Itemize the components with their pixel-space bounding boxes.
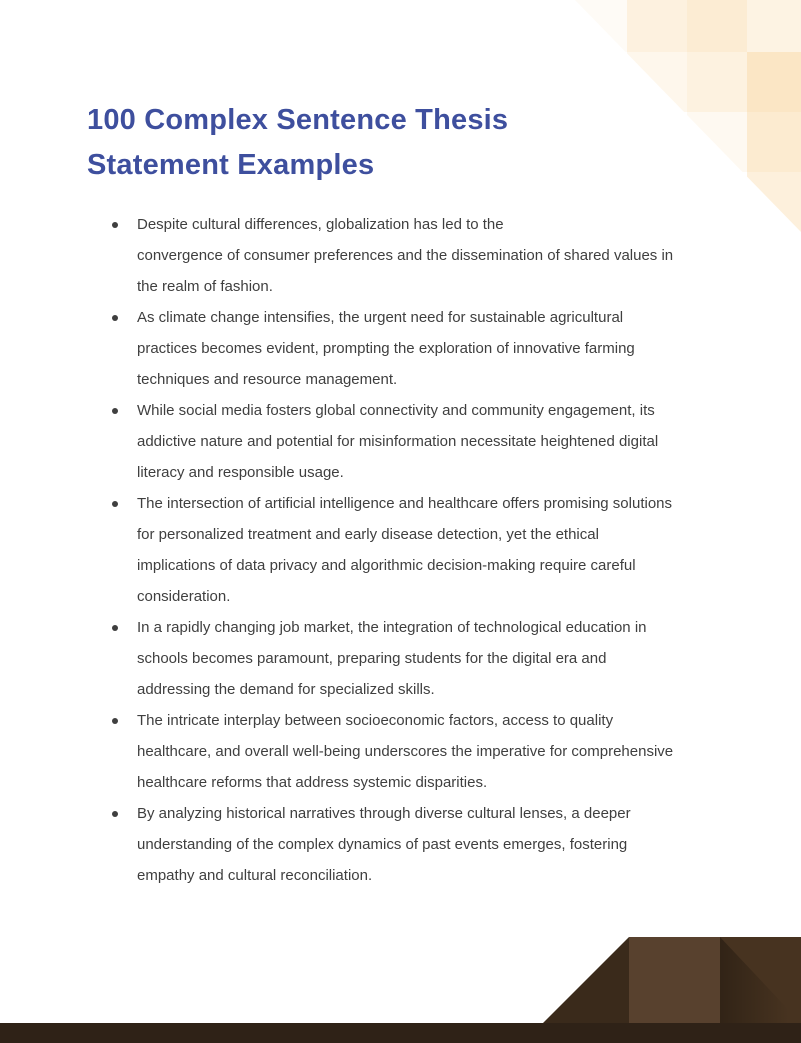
bullet-cell [112,488,137,507]
decor-square [747,112,801,172]
thesis-line: By analyzing historical narratives through diverse cultural lenses, a deeper [137,805,631,822]
corner-squares-decoration [561,0,801,240]
decor-square [627,0,687,52]
decor-square [627,52,687,112]
list-item [112,395,712,488]
decor-square [747,0,801,52]
thesis-line: understanding of the complex dynamics of past events emerges, fostering [137,836,628,853]
thesis-line: the realm of fashion. [137,278,273,295]
bottom-triangle-decoration [543,937,629,1023]
bullet-cell [112,302,137,321]
thesis-line: healthcare reforms that address systemic disparities. [137,774,488,791]
bottom-shapes-decoration [543,937,801,1023]
thesis-statement [137,705,712,798]
decor-square [687,0,747,52]
bullet-cell [112,798,137,817]
bullet-cell [112,612,137,631]
bullet-icon [112,718,118,724]
thesis-line: consideration. [137,588,231,605]
page-title [87,98,508,188]
thesis-statement [137,395,712,488]
thesis-line: The intricate interplay between socioeconomic factors, access to quality [137,712,614,729]
thesis-line: addictive nature and potential for misinformation necessitate heightened digital [137,433,659,450]
decor-square [567,0,627,52]
bullet-cell [112,395,137,414]
decor-square [687,112,747,172]
list-item [112,798,712,891]
page-title-line2: Statement Examples [87,149,375,181]
bottom-rect-right-decoration [720,937,801,1023]
thesis-line: literacy and responsible usage. [137,464,344,481]
thesis-line: empathy and cultural reconciliation. [137,867,373,884]
thesis-line: schools becomes paramount, preparing students for the digital era and [137,650,607,667]
list-item [112,302,712,395]
list-item [112,612,712,705]
decor-square [747,172,801,232]
page-title-line1: 100 Complex Sentence Thesis [87,104,509,136]
thesis-statement [137,488,712,612]
bullet-icon [112,222,118,228]
bullet-icon [112,811,118,817]
bottom-rect-mid-decoration [629,937,720,1023]
thesis-line: techniques and resource management. [137,371,398,388]
list-item [112,488,712,612]
bottom-bar-decoration [0,1023,801,1043]
thesis-line: In a rapidly changing job market, the integration of technological education in [137,619,647,636]
bullet-icon [112,625,118,631]
thesis-line: The intersection of artificial intelligence and healthcare offers promising solutions [137,495,673,512]
bullet-icon [112,501,118,507]
thesis-line: As climate change intensifies, the urgent need for sustainable agricultural [137,309,624,326]
bullet-cell [112,705,137,724]
list-item [112,209,712,302]
thesis-line: convergence of consumer preferences and the dissemination of shared values in [137,247,674,264]
bullet-icon [112,315,118,321]
thesis-line: for personalized treatment and early disease detection, yet the ethical [137,526,599,543]
list-item [112,705,712,798]
thesis-line: practices becomes evident, prompting the exploration of innovative farming [137,340,635,357]
thesis-line: addressing the demand for specialized skills. [137,681,435,698]
thesis-statement [137,612,712,705]
bullet-cell [112,209,137,228]
decor-square [747,52,801,112]
thesis-list [112,209,712,891]
thesis-line: healthcare, and overall well-being underscores the imperative for comprehensive [137,743,674,760]
thesis-statement [137,798,712,891]
thesis-line: While social media fosters global connectivity and community engagement, its [137,402,655,419]
thesis-statement [137,209,712,302]
thesis-line: implications of data privacy and algorithmic decision-making require careful [137,557,636,574]
thesis-line: Despite cultural differences, globalization has led to the [137,216,504,233]
bullet-icon [112,408,118,414]
decor-square [687,52,747,112]
thesis-statement [137,302,712,395]
